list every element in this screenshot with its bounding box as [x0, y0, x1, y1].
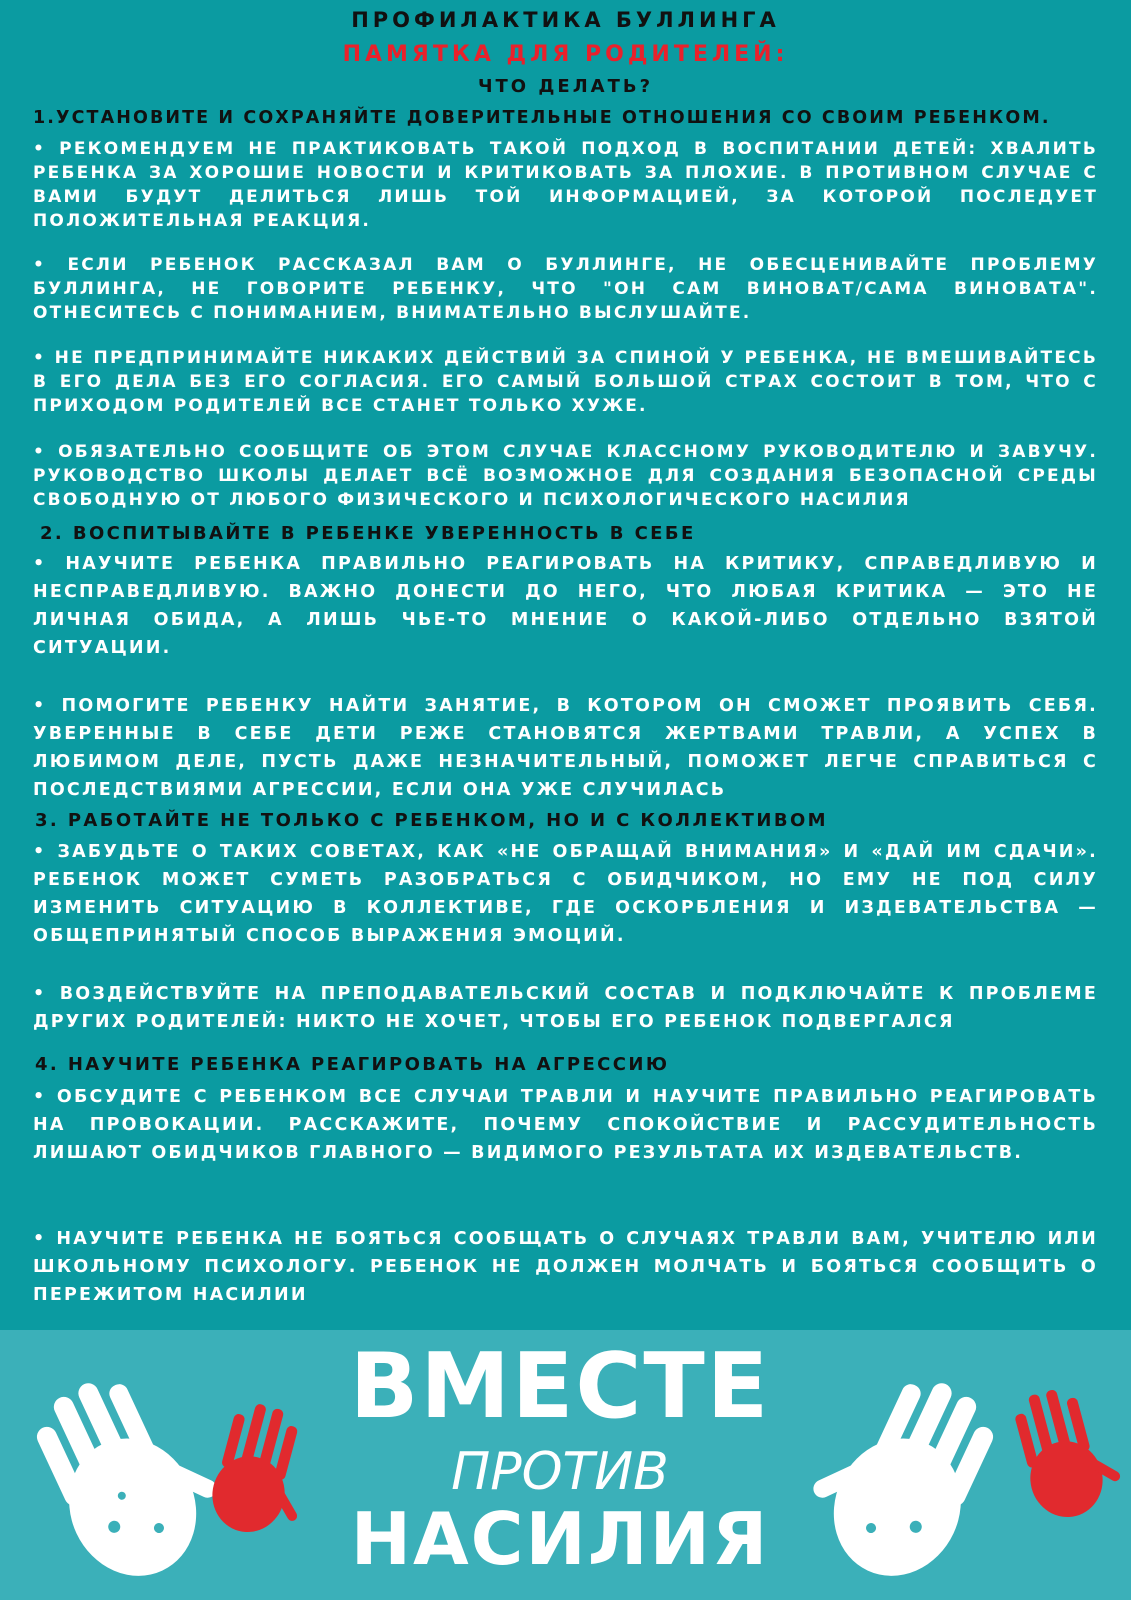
- section-1-paragraph-4: • ОБЯЗАТЕЛЬНО СООБЩИТЕ ОБ ЭТОМ СЛУЧАЕ КЛАССНОМУ РУКОВОДИТЕЛЮ И ЗАВУЧУ. РУКОВОДСТВО ШКОЛЫ ДЕЛАЕТ ВСЁ ВОЗМОЖНОЕ ДЛЯ СОЗДАНИЯ БЕЗОПАСНОЙ СРЕДЫ СВОБОДНУЮ ОТ ЛЮБОГО ФИЗИЧЕСКОГО И ПСИХОЛОГИЧЕСКОГО НАСИЛИЯ: [33, 442, 1098, 510]
- what-to-do-heading: ЧТО ДЕЛАТЬ?: [477, 76, 654, 97]
- section-2-paragraph-1: • НАУЧИТЕ РЕБЕНКА ПРАВИЛЬНО РЕАГИРОВАТЬ НА КРИТИКУ, СПРАВЕДЛИВУЮ И НЕСПРАВЕДЛИВУЮ. ВАЖНО ДОНЕСТИ ДО НЕГО, ЧТО ЛЮБАЯ КРИТИКА — ЭТО НЕ ЛИЧНАЯ ОБИДА, А ЛИШЬ ЧЬЕ-ТО МНЕНИЕ О КАКОЙ-ЛИБО ОТДЕЛЬНО ВЗЯТОЙ СИТУАЦИИ.: [33, 554, 1098, 658]
- red-hand-icon: [1008, 1378, 1129, 1525]
- slogan-line-1: ВМЕСТЕ: [349, 1334, 771, 1439]
- section-3-paragraph-2: • ВОЗДЕЙСТВУЙТЕ НА ПРЕПОДАВАТЕЛЬСКИЙ СОСТАВ И ПОДКЛЮЧАЙТЕ К ПРОБЛЕМЕ ДРУГИХ РОДИТЕЛЕЙ: НИКТО НЕ ХОЧЕТ, ЧТОБЫ ЕГО РЕБЕНОК ПОДВЕРГАЛСЯ: [33, 984, 1098, 1032]
- section-4-heading: 4. НАУЧИТЕ РЕБЕНКА РЕАГИРОВАТЬ НА АГРЕССИЮ: [35, 1054, 670, 1075]
- section-1-heading: 1.УСТАНОВИТЕ И СОХРАНЯЙТЕ ДОВЕРИТЕЛЬНЫЕ ОТНОШЕНИЯ СО СВОИМ РЕБЕНКОМ.: [33, 108, 1051, 128]
- section-4-paragraph-1: • ОБСУДИТЕ С РЕБЕНКОМ ВСЕ СЛУЧАИ ТРАВЛИ И НАУЧИТЕ ПРАВИЛЬНО РЕАГИРОВАТЬ НА ПРОВОКАЦИИ. РАССКАЖИТЕ, ПОЧЕМУ СПОКОЙСТВИЕ И РАССУДИТЕЛЬНОСТЬ ЛИШАЮТ ОБИДЧИКОВ ГЛАВНОГО — ВИДИМОГО РЕЗУЛЬТАТА ИХ ИЗДЕВАТЕЛЬСТВ.: [33, 1087, 1098, 1163]
- section-1-paragraph-2: • ЕСЛИ РЕБЕНОК РАССКАЗАЛ ВАМ О БУЛЛИНГЕ, НЕ ОБЕСЦЕНИВАЙТЕ ПРОБЛЕМУ БУЛЛИНГА, НЕ ГОВОРИТЕ РЕБЕНКУ, ЧТО "ОН САМ ВИНОВАТ/САМА ВИНОВАТА". ОТНЕСИТЕСЬ С ПОНИМАНИЕМ, ВНИМАТЕЛЬНО ВЫСЛУШАЙТЕ.: [33, 255, 1098, 323]
- section-1-paragraph-1: • РЕКОМЕНДУЕМ НЕ ПРАКТИКОВАТЬ ТАКОЙ ПОДХОД В ВОСПИТАНИИ ДЕТЕЙ: ХВАЛИТЬ РЕБЕНКА ЗА ХОРОШИЕ НОВОСТИ И КРИТИКОВАТЬ ЗА ПЛОХИЕ. В ПРОТИВНОМ СЛУЧАЕ С ВАМИ БУДУТ ДЕЛИТЬСЯ ЛИШЬ ТОЙ ИНФОРМАЦИЕЙ, ЗА КОТОРОЙ ПОСЛЕДУЕТ ПОЛОЖИТЕЛЬНАЯ РЕАКЦИЯ.: [33, 139, 1098, 231]
- section-1-paragraph-3: • НЕ ПРЕДПРИНИМАЙТЕ НИКАКИХ ДЕЙСТВИЙ ЗА СПИНОЙ У РЕБЕНКА, НЕ ВМЕШИВАЙТЕСЬ В ЕГО ДЕЛА БЕЗ ЕГО СОГЛАСИЯ. ЕГО САМЫЙ БОЛЬШОЙ СТРАХ СОСТОИТ В ТОМ, ЧТО С ПРИХОДОМ РОДИТЕЛЕЙ ВСЕ СТАНЕТ ТОЛЬКО ХУЖЕ.: [33, 348, 1098, 416]
- section-2-paragraph-2: • ПОМОГИТЕ РЕБЕНКУ НАЙТИ ЗАНЯТИЕ, В КОТОРОМ ОН СМОЖЕТ ПРОЯВИТЬ СЕБЯ. УВЕРЕННЫЕ В СЕБЕ ДЕТИ РЕЖЕ СТАНОВЯТСЯ ЖЕРТВАМИ ТРАВЛИ, А УСПЕХ В ЛЮБИМОМ ДЕЛЕ, ПУСТЬ ДАЖЕ НЕЗНАЧИТЕЛЬНЫЙ, ПОМОЖЕТ ЛЕГЧЕ СПРАВИТЬСЯ С ПОСЛЕДСТВИЯМИ АГРЕССИИ, ЕСЛИ ОНА УЖЕ СЛУЧИЛАСЬ: [33, 696, 1098, 800]
- page-title: ПРОФИЛАКТИКА БУЛЛИНГА: [351, 8, 780, 32]
- red-hand-icon: [204, 1398, 325, 1545]
- slogan-line-3: НАСИЛИЯ: [350, 1497, 770, 1581]
- white-hand-icon: [788, 1350, 1010, 1597]
- section-4-paragraph-2: • НАУЧИТЕ РЕБЕНКА НЕ БОЯТЬСЯ СООБЩАТЬ О СЛУЧАЯХ ТРАВЛИ ВАМ, УЧИТЕЛЮ ИЛИ ШКОЛЬНОМУ ПСИХОЛОГУ. РЕБЕНОК НЕ ДОЛЖЕН МОЛЧАТЬ И БОЯТЬСЯ СООБЩИТЬ О ПЕРЕЖИТОМ НАСИЛИИ: [33, 1229, 1098, 1305]
- page-subtitle: ПАМЯТКА ДЛЯ РОДИТЕЛЕЙ:: [342, 42, 789, 67]
- slogan-line-2: ПРОТИВ: [451, 1442, 669, 1502]
- section-3-paragraph-1: • ЗАБУДЬТЕ О ТАКИХ СОВЕТАХ, КАК «НЕ ОБРАЩАЙ ВНИМАНИЯ» И «ДАЙ ИМ СДАЧИ». РЕБЕНОК МОЖЕТ СУМЕТЬ РАЗОБРАТЬСЯ С ОБИДЧИКОМ, НО ЕМУ НЕ ПОД СИЛУ ИЗМЕНИТЬ СИТУАЦИЮ В КОЛЛЕКТИВЕ, ГДЕ ОСКОРБЛЕНИЯ И ИЗДЕВАТЕЛЬСТВА — ОБЩЕПРИНЯТЫЙ СПОСОБ ВЫРАЖЕНИЯ ЭМОЦИЙ.: [33, 842, 1098, 946]
- section-2-heading: 2. ВОСПИТЫВАЙТЕ В РЕБЕНКЕ УВЕРЕННОСТЬ В СЕБЕ: [40, 523, 696, 544]
- section-3-heading: 3. РАБОТАЙТЕ НЕ ТОЛЬКО С РЕБЕНКОМ, НО И С КОЛЛЕКТИВОМ: [35, 810, 828, 831]
- white-hand-icon: [21, 1350, 243, 1597]
